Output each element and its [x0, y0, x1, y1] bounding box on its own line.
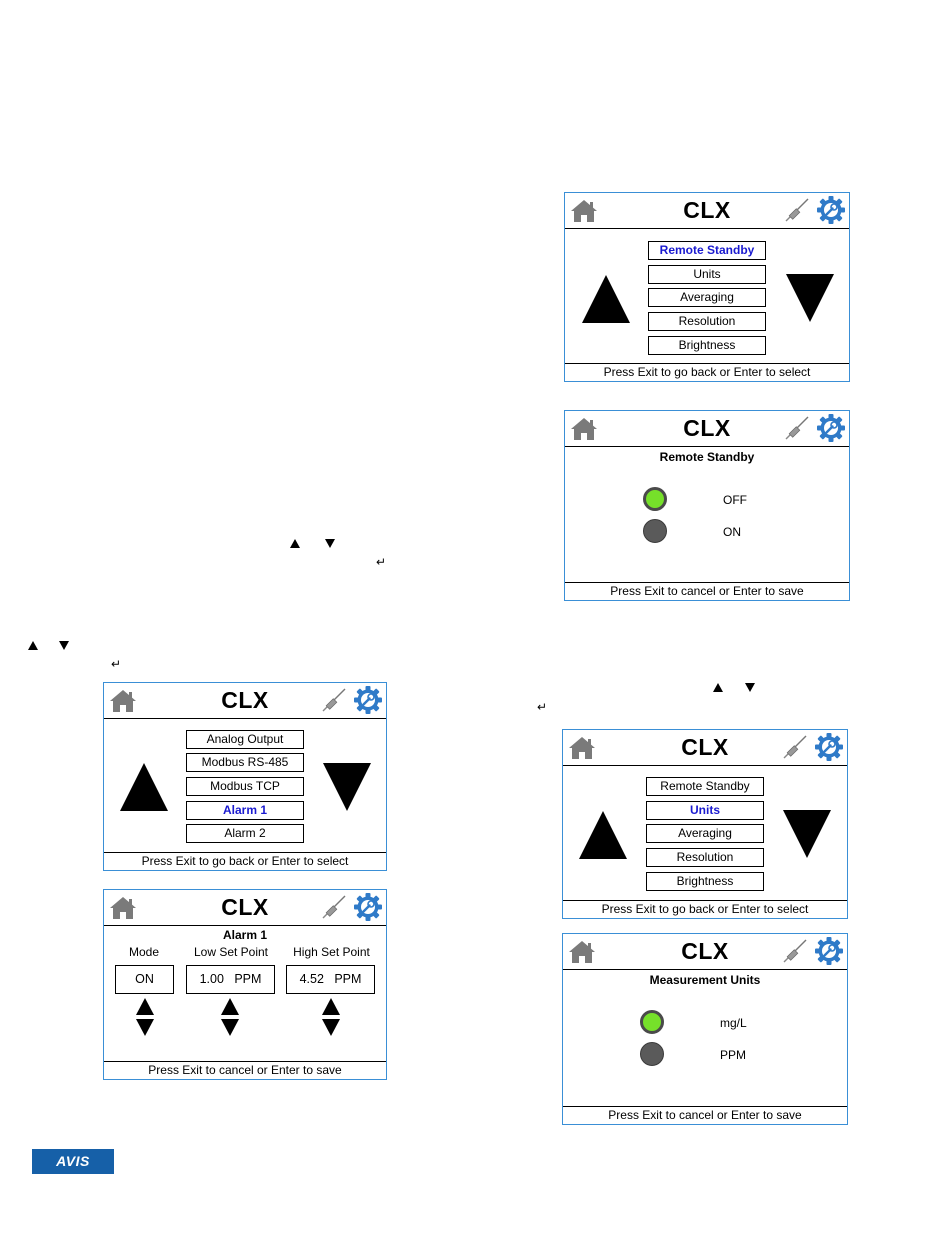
screen-title: CLX: [681, 734, 729, 760]
high-set-point-stepper-icon[interactable]: [322, 998, 340, 1036]
menu-item-resolution[interactable]: Resolution: [646, 848, 764, 867]
radio-on-option[interactable]: [643, 519, 667, 543]
screen-title: CLX: [681, 938, 729, 964]
settings-gear-icon[interactable]: [814, 732, 844, 762]
screen-menu-alarm: [103, 682, 387, 871]
radio-off-option[interactable]: [643, 487, 667, 511]
radio-mg-l-option[interactable]: [640, 1010, 664, 1034]
up-arrow-icon[interactable]: [582, 275, 630, 323]
menu-item-alarm-2[interactable]: Alarm 2: [186, 824, 304, 843]
screen-header: [104, 890, 386, 926]
screen-alarm-1: [103, 889, 387, 1080]
up-arrow-icon[interactable]: [120, 763, 168, 811]
probe-icon[interactable]: [320, 686, 348, 714]
menu-item-averaging[interactable]: Averaging: [648, 288, 766, 307]
screen-subtitle: Alarm 1: [222, 928, 268, 942]
screen-footer: Press Exit to cancel or Enter to save: [104, 1061, 386, 1079]
screen-header: [563, 934, 847, 970]
enter-key-icon: ↵: [376, 555, 387, 569]
mode-value[interactable]: ON: [115, 965, 174, 994]
probe-icon[interactable]: [783, 196, 811, 224]
screen-footer: Press Exit to go back or Enter to select: [563, 900, 847, 918]
radio-on-label: ON: [723, 525, 741, 539]
screen-measurement-units: [562, 933, 848, 1125]
high-set-point-label: High Set Point: [293, 945, 370, 959]
screen-header: [563, 730, 847, 766]
screen-menu-units: [562, 729, 848, 919]
settings-gear-icon[interactable]: [816, 413, 846, 443]
low-set-point-label: Low Set Point: [193, 945, 269, 959]
down-arrow-icon[interactable]: [783, 810, 831, 858]
low-set-point-stepper-icon[interactable]: [221, 998, 239, 1036]
down-arrow-icon[interactable]: [786, 274, 834, 322]
probe-icon[interactable]: [320, 893, 348, 921]
low-set-point-value[interactable]: 1.00 PPM: [186, 965, 275, 994]
up-arrow-icon: [290, 539, 300, 548]
menu-item-analog-output[interactable]: Analog Output: [186, 730, 304, 749]
screen-title: CLX: [221, 687, 269, 713]
screen-footer: Press Exit to go back or Enter to select: [104, 852, 386, 870]
settings-gear-icon[interactable]: [353, 685, 383, 715]
up-arrow-icon: [28, 641, 38, 650]
settings-gear-icon[interactable]: [814, 936, 844, 966]
enter-key-icon: ↵: [111, 657, 122, 671]
settings-gear-icon[interactable]: [816, 195, 846, 225]
screen-footer: Press Exit to cancel or Enter to save: [565, 582, 849, 600]
radio-off-label: OFF: [723, 493, 747, 507]
screen-header: [104, 683, 386, 719]
screen-subtitle: Remote Standby: [659, 450, 755, 464]
probe-icon[interactable]: [781, 937, 809, 965]
menu-item-modbus-tcp[interactable]: Modbus TCP: [186, 777, 304, 796]
screen-header: [565, 411, 849, 447]
screen-footer: Press Exit to go back or Enter to select: [565, 363, 849, 381]
radio-ppm-option[interactable]: [640, 1042, 664, 1066]
screen-header: [565, 193, 849, 229]
settings-gear-icon[interactable]: [353, 892, 383, 922]
down-arrow-icon[interactable]: [323, 763, 371, 811]
probe-icon[interactable]: [783, 414, 811, 442]
screen-footer: Press Exit to cancel or Enter to save: [563, 1106, 847, 1124]
screen-title: CLX: [683, 197, 731, 223]
up-arrow-icon: [713, 683, 723, 692]
menu-item-units[interactable]: Units: [646, 801, 764, 820]
brand-logo: AVIS: [32, 1149, 114, 1174]
enter-key-icon: ↵: [537, 700, 548, 714]
screen-title: CLX: [683, 415, 731, 441]
menu-item-averaging[interactable]: Averaging: [646, 824, 764, 843]
radio-ppm-label: PPM: [720, 1048, 747, 1062]
up-arrow-icon[interactable]: [579, 811, 627, 859]
probe-icon[interactable]: [781, 733, 809, 761]
radio-mg-l-label: mg/L: [720, 1016, 747, 1030]
mode-label: Mode: [128, 945, 160, 959]
screen-menu-remote-standby: [564, 192, 850, 382]
screen-subtitle: Measurement Units: [649, 973, 761, 987]
menu-item-remote-standby[interactable]: Remote Standby: [646, 777, 764, 796]
menu-item-resolution[interactable]: Resolution: [648, 312, 766, 331]
screen-remote-standby: [564, 410, 850, 601]
screen-title: CLX: [221, 894, 269, 920]
down-arrow-icon: [745, 683, 755, 692]
down-arrow-icon: [59, 641, 69, 650]
menu-item-modbus-rs485[interactable]: Modbus RS-485: [186, 753, 304, 772]
menu-item-brightness[interactable]: Brightness: [648, 336, 766, 355]
menu-item-brightness[interactable]: Brightness: [646, 872, 764, 891]
high-set-point-value[interactable]: 4.52 PPM: [286, 965, 375, 994]
menu-item-alarm-1[interactable]: Alarm 1: [186, 801, 304, 820]
menu-item-units[interactable]: Units: [648, 265, 766, 284]
mode-stepper-icon[interactable]: [136, 998, 154, 1036]
down-arrow-icon: [325, 539, 335, 548]
menu-item-remote-standby[interactable]: Remote Standby: [648, 241, 766, 260]
